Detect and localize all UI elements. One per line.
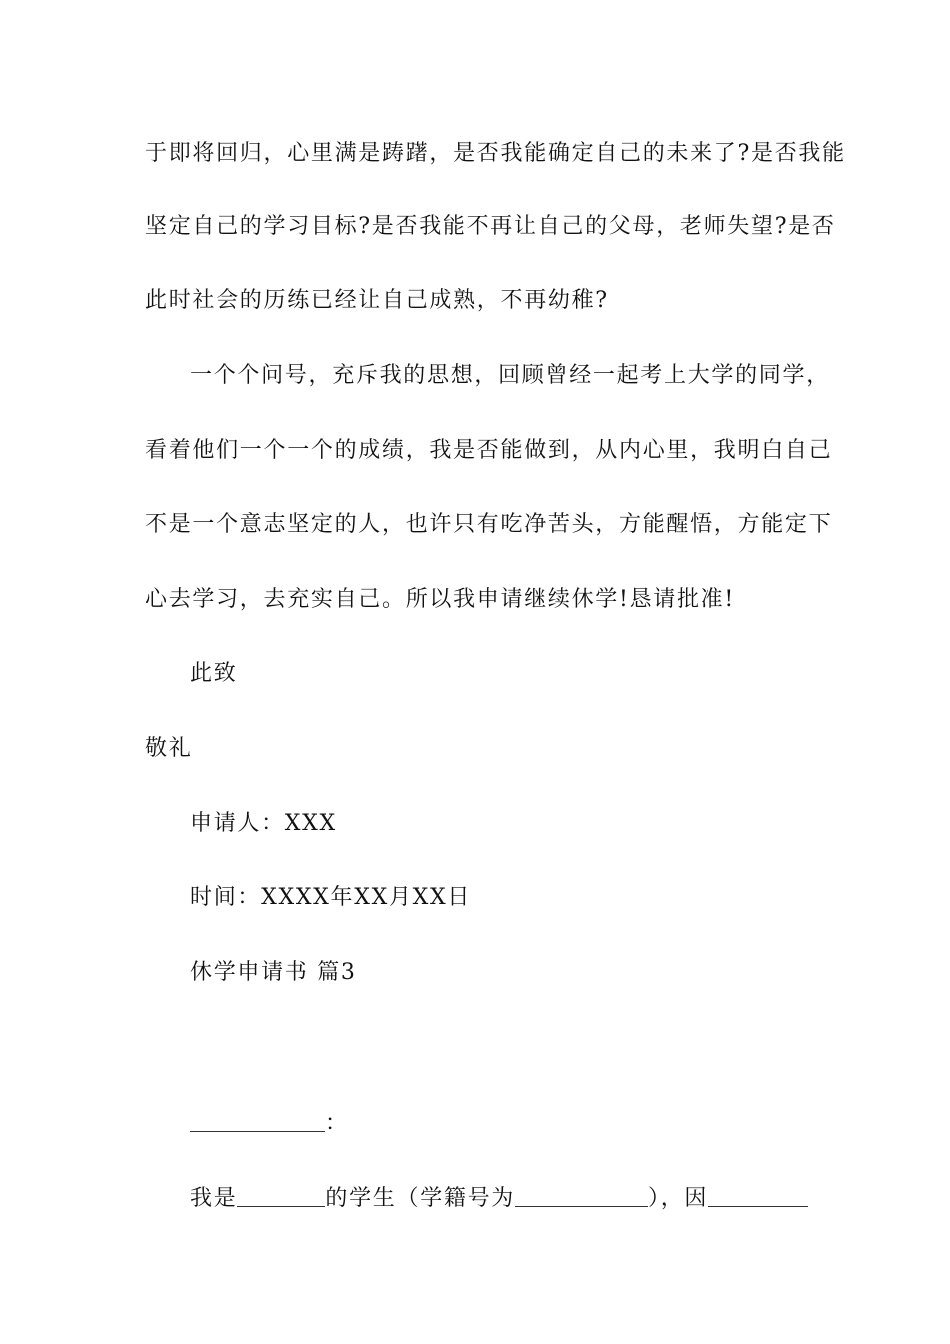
addressee-line xyxy=(190,1110,349,1138)
applicant-line: 申请人：XXX xyxy=(190,811,337,836)
paragraph-line: 看着他们一个一个的成绩，我是否能做到，从内心里，我明白自己 xyxy=(145,438,833,463)
school-blank[interactable] xyxy=(237,1186,325,1207)
student-id-blank[interactable] xyxy=(515,1186,648,1207)
reason-blank[interactable] xyxy=(708,1186,808,1207)
form-line-after-id: ），因 xyxy=(648,1186,709,1211)
paragraph-line: 一个个问号，充斥我的思想，回顾曾经一起考上大学的同学， xyxy=(190,363,830,388)
form-line-prefix: 我是 xyxy=(190,1186,238,1211)
paragraph-line: 坚定自己的学习目标?是否我能不再让自己的父母，老师失望?是否 xyxy=(145,214,836,239)
paragraph-line: 心去学习，去充实自己。所以我申请继续休学!恳请批准! xyxy=(145,587,735,612)
closing-line: 此致 xyxy=(190,661,238,686)
addressee-suffix: ： xyxy=(325,1111,349,1136)
salutation-line: 敬礼 xyxy=(145,736,193,761)
addressee-blank[interactable] xyxy=(190,1111,325,1132)
paragraph-line: 不是一个意志坚定的人，也许只有吃净苦头，方能醒悟，方能定下 xyxy=(145,512,833,537)
paragraph-line: 于即将回归，心里满是踌躇，是否我能确定自己的未来了?是否我能 xyxy=(145,141,846,166)
section-title: 休学申请书 篇3 xyxy=(190,960,357,985)
date-line: 时间：XXXX年XX月XX日 xyxy=(190,885,472,910)
form-line xyxy=(190,1185,808,1213)
paragraph-line: 此时社会的历练已经让自己成熟，不再幼稚? xyxy=(145,288,609,313)
form-line-middle: 的学生（学籍号为 xyxy=(325,1186,516,1211)
